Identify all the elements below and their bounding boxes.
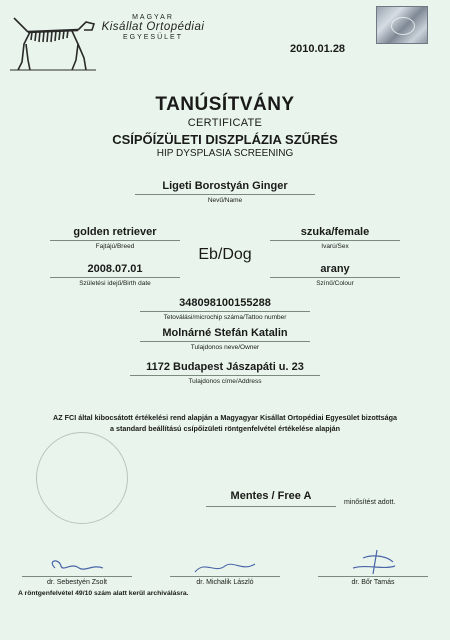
- signature-1: [22, 556, 132, 586]
- signature-scribble-icon: [333, 548, 413, 576]
- breed-value: golden retriever: [73, 226, 157, 238]
- address-label: Tulajdonos címe/Address: [188, 378, 262, 385]
- breed-label: Fajtájú/Breed: [95, 243, 135, 250]
- archive-note: A röntgenfelvétel 49/10 szám alatt kerül archiválásra.: [18, 590, 189, 597]
- field-sex: [270, 225, 400, 250]
- field-owner: [140, 326, 310, 351]
- birth-line: [50, 277, 180, 278]
- fci-statement-line-1: AZ FCI által kibocsátott értékelési rend alapján a Magyagyar Kisállat Ortopédiai Egyesület bizottsága: [53, 413, 397, 422]
- name-value: Ligeti Borostyán Ginger: [162, 180, 288, 192]
- signature-scribble-icon: [185, 556, 265, 576]
- field-address: [130, 360, 320, 385]
- microchip-value: 348098100155288: [179, 297, 271, 309]
- screening-title: CSÍPŐÍZÜLETI DISZPLÁZIA SZŰRÉS: [112, 132, 338, 147]
- sex-label: Ivarú/Sex: [321, 243, 349, 250]
- certificate-title-en: CERTIFICATE: [187, 117, 263, 129]
- address-value: 1172 Budapest Jászapáti u. 23: [146, 361, 304, 373]
- result-value: Mentes / Free A: [230, 490, 312, 502]
- birth-label: Születési idejű/Birth date: [79, 280, 151, 287]
- microchip-label: Tetoválási/microchip száma/Tattoo number: [163, 314, 287, 321]
- logo-text: [78, 14, 228, 41]
- logo-line-1: MAGYAR: [132, 14, 174, 21]
- colour-line: [270, 277, 400, 278]
- species: Eb/Dog: [198, 246, 252, 263]
- fci-statement-line-2: a standard beállítású csípőízületi röntgenfelvétel értékelése alapján: [109, 424, 341, 433]
- signature-2-name: dr. Michalik László: [196, 579, 254, 586]
- microchip-line: [140, 311, 310, 312]
- stamp-circle: [36, 432, 128, 524]
- name-line: [135, 194, 315, 195]
- name-label: Nevű/Name: [207, 197, 243, 204]
- signature-2: [170, 556, 280, 586]
- signature-3-line: [318, 576, 428, 577]
- field-birth: [50, 262, 180, 287]
- signature-3: [318, 548, 428, 586]
- colour-label: Színű/Colour: [316, 280, 354, 287]
- signature-1-line: [22, 576, 132, 577]
- birth-value: 2008.07.01: [87, 263, 143, 275]
- signature-3-name: dr. Bőr Tamás: [351, 579, 395, 586]
- sex-value: szuka/female: [300, 226, 370, 238]
- logo-line-3: EGYESÜLET: [122, 34, 183, 41]
- sex-line: [270, 240, 400, 241]
- fci-statement: [0, 412, 450, 434]
- field-breed: [50, 225, 180, 250]
- signature-2-line: [170, 576, 280, 577]
- signature-scribble-icon: [37, 556, 117, 576]
- owner-line: [140, 341, 310, 342]
- result-line: [206, 506, 336, 507]
- owner-label: Tulajdonos neve/Owner: [190, 344, 260, 351]
- field-colour: [270, 262, 400, 287]
- breed-line: [50, 240, 180, 241]
- address-line: [130, 375, 320, 376]
- screening-title-en: HIP DYSPLASIA SCREENING: [156, 148, 294, 159]
- owner-value: Molnárné Stefán Katalin: [162, 327, 288, 339]
- association-logo: [8, 8, 238, 80]
- hologram-seal-icon: [376, 6, 428, 44]
- signature-1-name: dr. Sebestyén Zsolt: [47, 579, 107, 586]
- colour-value: arany: [320, 263, 350, 275]
- certificate-title: TANÚSÍTVÁNY: [155, 94, 295, 115]
- issue-date: 2010.01.28: [290, 43, 346, 55]
- logo-line-2: Kisállat Ortopédiai: [101, 21, 205, 33]
- field-name: [135, 179, 315, 204]
- field-microchip: [140, 296, 310, 321]
- result-label: minősítést adott.: [344, 499, 396, 506]
